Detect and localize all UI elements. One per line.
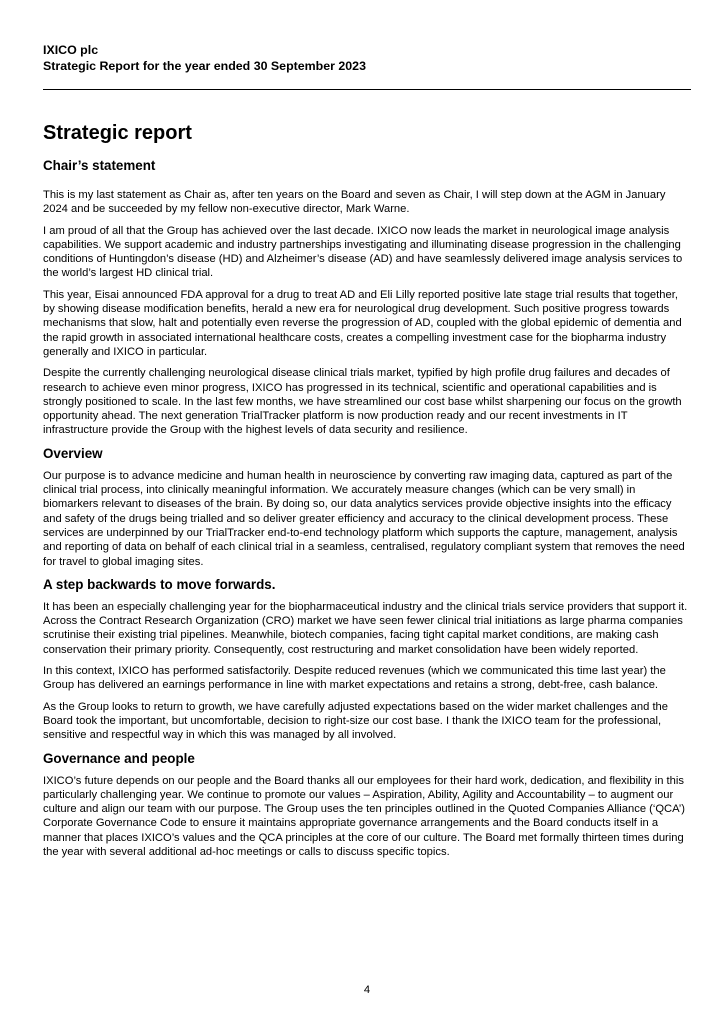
report-title-header: Strategic Report for the year ended 30 September 2023 [43, 59, 366, 73]
section-heading-governance: Governance and people [43, 750, 195, 766]
paragraph: Despite the currently challenging neurological disease clinical trials market, typified by high profile drug failures and decades of research to achieve even minor progress, IXICO has progressed in its technical, scientific and operational capabilities and is strongly positioned to scale. In the last few months, we have streamlined our cost base whilst sharpening our focus on the growth opportunity ahead. The next generation TrialTracker platform is now production ready and our recent investments in IT infrastructure provide the Group with the highest levels of data security and resilience. [43, 367, 682, 437]
section-heading-step-back: A step backwards to move forwards. [43, 576, 276, 592]
paragraph: In this context, IXICO has performed satisfactorily. Despite reduced revenues (which we communicated this time last year) the Group has delivered an earnings performance in line with market expectations and retains a strong, debt-free, cash balance. [43, 665, 666, 692]
paragraph: I am proud of all that the Group has achieved over the last decade. IXICO now leads the market in neurological image analysis capabilities. We support academic and industry partnerships investigating and illuminating disease progression in the challenging conditions of Huntingdon’s disease (HD) and Alzheimer’s disease (AD) and have seamlessly delivered image analysis services to the world’s largest HD clinical trial. [43, 224, 683, 280]
paragraph: It has been an especially challenging year for the biopharmaceutical industry and the clinical trials service providers that support it. Across the Contract Research Organization (CRO) market we have seen fewer clinical trial initiations as large pharma companies scrutinise their existing trial pipelines. Meanwhile, biotech companies, facing tight capital market conditions, are making cash conservation their primary priority. Consequently, cost restructuring and market consolidation have been widely reported. [43, 600, 688, 656]
company-name: IXICO plc [43, 43, 99, 57]
paragraph: Our purpose is to advance medicine and human health in neuroscience by converting raw imaging data, captured as part of the clinical trial process, into clinically meaningful information. We accurately measure changes (which can be very small) in biomarkers relevant to diseases of the brain. By doing so, our data analytics services provide objective insights into the efficacy and safety of the drugs being trialled and so deliver greater efficiency and accuracy to the clinical development process. These services are underpinned by our TrialTracker end-to-end technology platform which supports the capture, management, analysis and reporting of data on behalf of each clinical trial in a seamless, centralised, regulatory compliant system that removes the need for travel to global imaging sites. [43, 469, 685, 568]
paragraph: This is my last statement as Chair as, after ten years on the Board and seven as Chair, I will step down at the AGM in January 2024 and be succeeded by my fellow non-executive director, Mark Warne. [43, 189, 666, 216]
section-heading-chair: Chair’s statement [43, 158, 156, 173]
page-number: 4 [363, 984, 371, 996]
header-divider [43, 89, 691, 90]
report-body [43, 121, 691, 866]
paragraph: This year, Eisai announced FDA approval for a drug to treat AD and Eli Lilly reported positive late stage trial results that together, by showing disease modification benefits, herald a new era for neurological drug development. Such positive progress towards mechanisms that slow, halt and potentially even reverse the progression of AD, coupled with the global epidemic of dementia and the rapid growth in associated international healthcare costs, creates a compelling investment case for the biopharma industry generally and IXICO in particular. [43, 288, 682, 358]
paragraph: IXICO’s future depends on our people and the Board thanks all our employees for their hard work, dedication, and flexibility in this particularly challenging year. We continue to promote our values – Aspiration, Ability, Agility and Accountability – to augment our culture and align our team with our purpose. The Group uses the ten principles outlined in the Quoted Companies Alliance (‘QCA’) Corporate Governance Code to ensure it maintains appropriate governance arrangements and the Board conducts itself in a manner that places IXICO’s values and the QCA principles at the core of our culture. The Board met formally thirteen times during the year with several additional ad-hoc meetings or calls to discuss specific topics. [43, 774, 685, 858]
document-page [43, 0, 691, 1024]
page-title: Strategic report [43, 122, 192, 144]
paragraph: As the Group looks to return to growth, we have carefully adjusted expectations based on the wider market challenges and the Board took the important, but uncomfortable, decision to right-size our cost base. I thank the IXICO team for the professional, sensitive and respectful way in which this was managed by all involved. [43, 700, 668, 742]
page-header [43, 42, 691, 74]
section-heading-overview: Overview [43, 445, 103, 461]
